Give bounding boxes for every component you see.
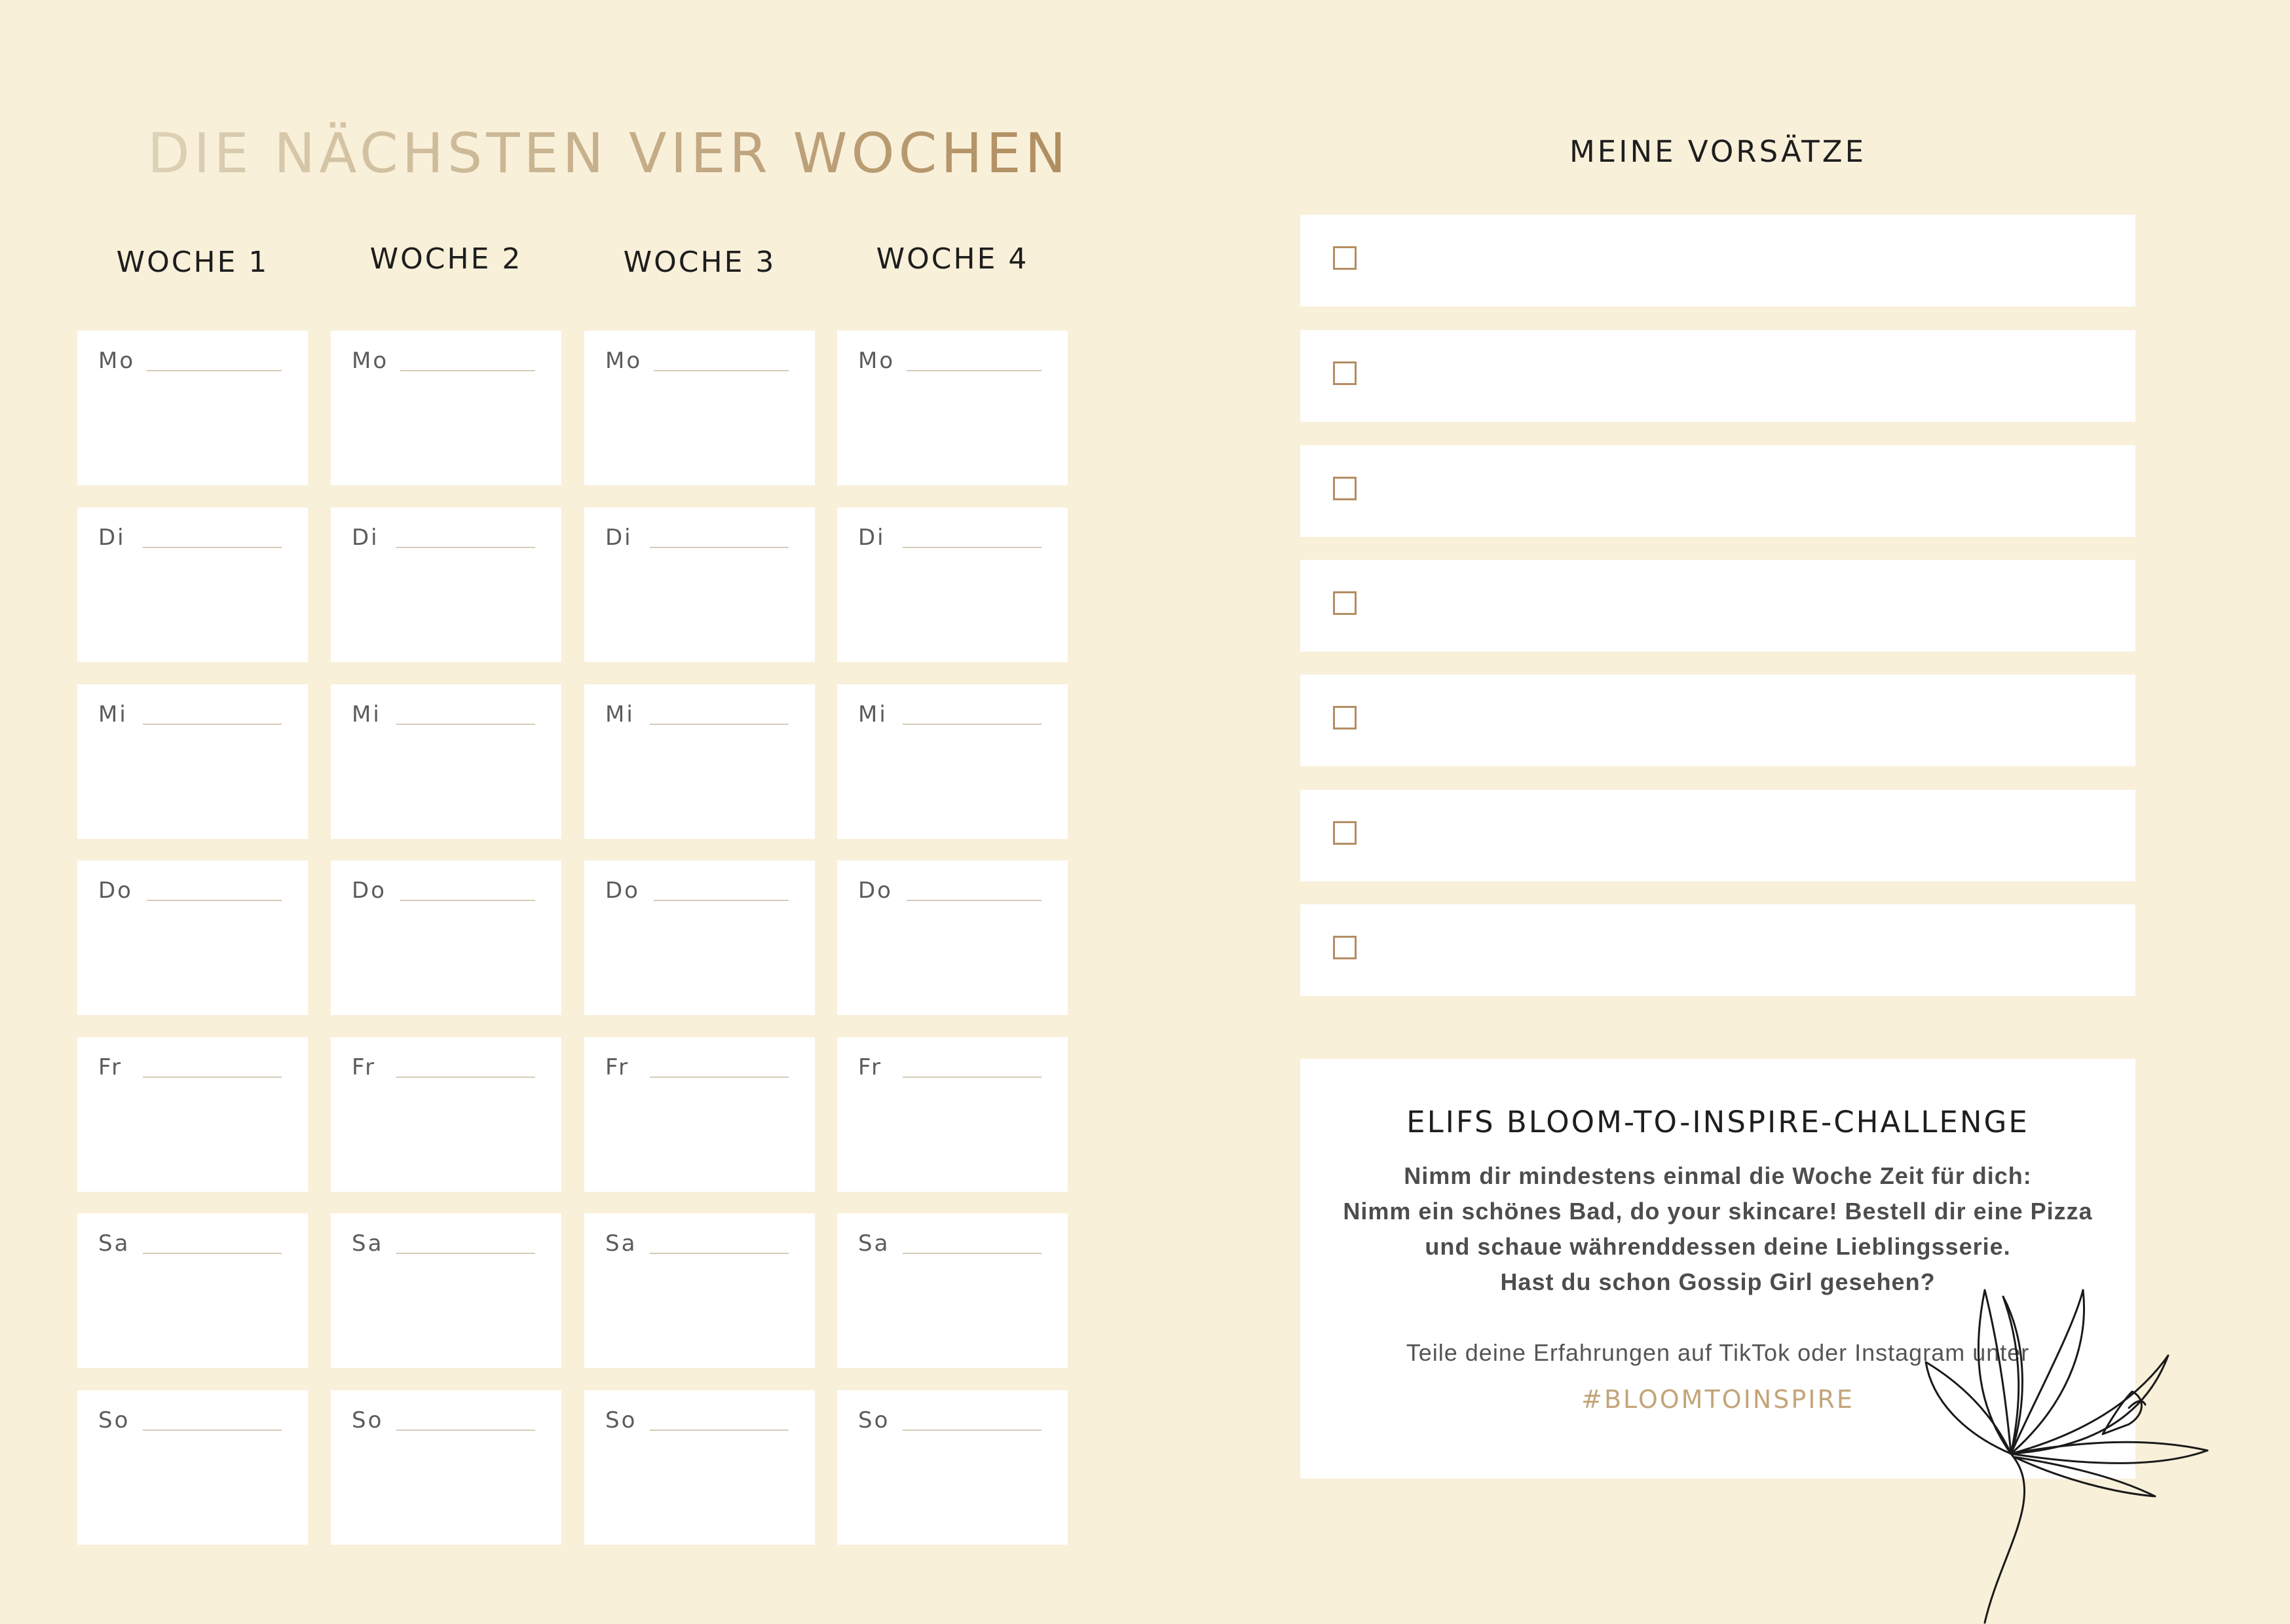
day-date-line [400, 900, 535, 901]
day-label: Do [858, 877, 893, 904]
day-box[interactable] [77, 1213, 308, 1368]
day-box[interactable] [584, 507, 815, 662]
day-label: Fr [605, 1054, 630, 1080]
day-label: Fr [352, 1054, 377, 1080]
day-label: Di [98, 525, 126, 551]
day-label: Sa [352, 1230, 384, 1257]
day-box[interactable] [77, 860, 308, 1015]
day-date-line [650, 1253, 789, 1254]
day-date-line [654, 370, 789, 371]
day-date-line [396, 547, 535, 548]
day-date-line [650, 547, 789, 548]
challenge-share-text: Teile deine Erfahrungen auf TikTok oder Instagram unter [1406, 1339, 2030, 1366]
goal-row[interactable] [1300, 445, 2135, 537]
day-label: Mo [98, 348, 136, 374]
day-label: Do [98, 877, 133, 904]
day-date-line [903, 547, 1042, 548]
day-date-line [650, 1430, 789, 1431]
day-label: Mi [98, 701, 128, 728]
week-heading: WOCHE 4 [876, 242, 1029, 276]
day-date-line [143, 1077, 282, 1078]
day-box[interactable] [837, 684, 1068, 839]
day-box[interactable] [837, 1390, 1068, 1545]
challenge-line: Nimm ein schönes Bad, do your skincare! Bestell dir eine Pizza [1343, 1198, 2093, 1225]
day-label: Sa [98, 1230, 130, 1257]
day-box[interactable] [584, 684, 815, 839]
day-date-line [903, 1430, 1042, 1431]
day-date-line [396, 1077, 535, 1078]
day-label: So [98, 1407, 130, 1433]
page-title: DIE NÄCHSTEN VIER WOCHEN [147, 121, 1070, 185]
day-label: Di [605, 525, 633, 551]
day-date-line [400, 370, 535, 371]
day-date-line [903, 724, 1042, 725]
day-box[interactable] [584, 860, 815, 1015]
day-label: Mo [352, 348, 389, 374]
day-date-line [907, 900, 1042, 901]
day-box[interactable] [837, 1213, 1068, 1368]
day-box[interactable] [584, 1390, 815, 1545]
day-date-line [143, 547, 282, 548]
day-date-line [650, 1077, 789, 1078]
week-heading: WOCHE 3 [623, 246, 776, 279]
day-label: Sa [858, 1230, 890, 1257]
week-heading: WOCHE 2 [369, 242, 523, 276]
day-label: Di [352, 525, 379, 551]
day-box[interactable] [331, 1390, 561, 1545]
day-box[interactable] [331, 684, 561, 839]
day-label: Mi [858, 701, 888, 728]
checkbox-icon[interactable] [1333, 591, 1357, 615]
day-box[interactable] [77, 507, 308, 662]
day-box[interactable] [584, 1037, 815, 1192]
day-label: Fr [98, 1054, 123, 1080]
challenge-line: Hast du schon Gossip Girl gesehen? [1500, 1268, 1936, 1295]
day-date-line [143, 1253, 282, 1254]
checkbox-icon[interactable] [1333, 477, 1357, 500]
day-box[interactable] [77, 1037, 308, 1192]
day-box[interactable] [331, 1037, 561, 1192]
checkbox-icon[interactable] [1333, 821, 1357, 845]
day-box[interactable] [837, 860, 1068, 1015]
day-label: Do [605, 877, 640, 904]
day-box[interactable] [331, 331, 561, 485]
day-box[interactable] [837, 331, 1068, 485]
goal-row[interactable] [1300, 560, 2135, 652]
challenge-line: und schaue währenddessen deine Lieblingsserie. [1425, 1233, 2011, 1260]
day-label: Mi [352, 701, 381, 728]
goal-row[interactable] [1300, 674, 2135, 766]
checkbox-icon[interactable] [1333, 246, 1357, 270]
goal-row[interactable] [1300, 330, 2135, 422]
flower-icon [1886, 1270, 2227, 1624]
day-box[interactable] [584, 1213, 815, 1368]
day-label: Mi [605, 701, 635, 728]
goal-row[interactable] [1300, 215, 2135, 306]
day-date-line [143, 1430, 282, 1431]
day-date-line [396, 724, 535, 725]
goal-row[interactable] [1300, 790, 2135, 881]
goal-row[interactable] [1300, 904, 2135, 996]
challenge-line: Nimm dir mindestens einmal die Woche Zeit für dich: [1404, 1162, 2032, 1189]
checkbox-icon[interactable] [1333, 706, 1357, 729]
day-date-line [396, 1253, 535, 1254]
day-label: Mo [605, 348, 643, 374]
day-box[interactable] [584, 331, 815, 485]
day-label: So [352, 1407, 384, 1433]
day-label: Di [858, 525, 886, 551]
day-date-line [903, 1253, 1042, 1254]
checkbox-icon[interactable] [1333, 361, 1357, 385]
day-date-line [147, 900, 282, 901]
challenge-hashtag: #BLOOMTOINSPIRE [1581, 1385, 1854, 1414]
day-label: Fr [858, 1054, 883, 1080]
week-heading: WOCHE 1 [116, 246, 269, 279]
day-date-line [654, 900, 789, 901]
day-label: So [858, 1407, 890, 1433]
checkbox-icon[interactable] [1333, 936, 1357, 959]
day-date-line [903, 1077, 1042, 1078]
day-date-line [147, 370, 282, 371]
day-date-line [650, 724, 789, 725]
day-date-line [907, 370, 1042, 371]
day-label: Sa [605, 1230, 637, 1257]
day-box[interactable] [837, 1037, 1068, 1192]
day-box[interactable] [77, 331, 308, 485]
day-box[interactable] [77, 1390, 308, 1545]
goals-title: MEINE VORSÄTZE [1569, 134, 1867, 169]
day-box[interactable] [77, 684, 308, 839]
day-label: Mo [858, 348, 895, 374]
day-date-line [396, 1430, 535, 1431]
day-box[interactable] [331, 860, 561, 1015]
day-box[interactable] [837, 507, 1068, 662]
challenge-title: ELIFS BLOOM-TO-INSPIRE-CHALLENGE [1406, 1105, 2029, 1139]
day-label: Do [352, 877, 386, 904]
day-box[interactable] [331, 1213, 561, 1368]
day-box[interactable] [331, 507, 561, 662]
day-label: So [605, 1407, 637, 1433]
day-date-line [143, 724, 282, 725]
